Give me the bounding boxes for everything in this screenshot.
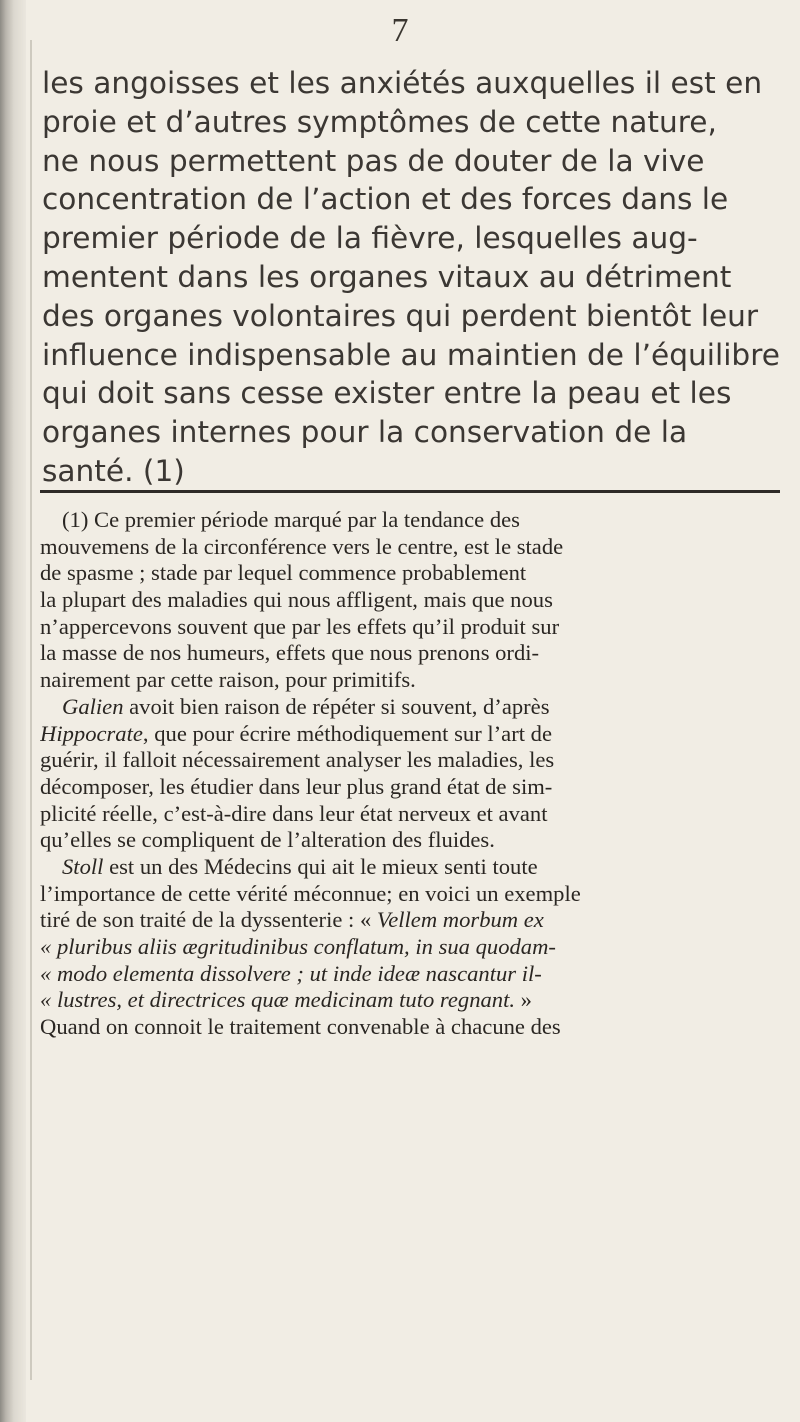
footnote-text-run: , que pour écrire méthodiquement sur l’art de: [142, 720, 552, 746]
footnote-line: [40, 801, 785, 828]
footnote-text-run: guérir, il falloit nécessairement analyser les maladies, les: [40, 747, 555, 773]
footnote-italic-run: « modo elementa dissolvere ; ut inde ideæ nascantur il-: [40, 960, 542, 986]
footnote-text-run: la plupart des maladies qui nous affligent, mais que nous: [40, 587, 553, 613]
footnote-text-run: Quand on connoit le traitement convenable à chacune des: [40, 1014, 561, 1040]
footnote-italic-run: « lustres, et directrices quæ medicinam tuto regnant.: [40, 987, 516, 1013]
footnote-italic-run: Hippocrate: [40, 720, 143, 746]
footnote-line: [40, 827, 785, 854]
footnote-line: [40, 774, 785, 801]
main-text-line: influence indispensable au maintien de l’équilibre: [42, 337, 780, 372]
footnote-italic-run: « pluribus aliis ægritudinibus conflatum, in sua quodam-: [40, 934, 556, 959]
footnote-line: [40, 507, 785, 534]
footnote: [40, 507, 785, 1041]
main-text-line: les angoisses et les anxiétés auxquelles il est en: [42, 66, 763, 100]
footnote-italic-run: Vellem morbum ex: [376, 907, 544, 933]
footnote-line: [40, 694, 785, 721]
footnote-text-run: décomposer, les étudier dans leur plus grand état de sim-: [40, 773, 553, 799]
footnote-line: [40, 907, 785, 934]
main-text-line: santé. (1): [42, 453, 185, 488]
main-text-line: proie et d’autres symptômes de cette nature,: [42, 104, 717, 139]
footnote-line: [40, 721, 785, 748]
main-text-line: qui doit sans cesse exister entre la peau et les: [42, 376, 732, 411]
footnote-line: [40, 747, 785, 774]
footnote-line: [40, 614, 785, 641]
footnote-text-run: avoit bien raison de répéter si souvent, d’après: [123, 693, 550, 719]
footnote-text-run: tiré de son traité de la dyssenterie : «: [40, 907, 377, 933]
footnote-line: [40, 1014, 785, 1041]
footnote-divider: [40, 490, 780, 493]
footnote-text-run: qu’elles se compliquent de l’alteration des fluides.: [40, 827, 495, 853]
main-text-line: mentent dans les organes vitaux au détriment: [42, 259, 732, 294]
footnote-text-run: (1) Ce premier période marqué par la tendance des: [62, 507, 520, 532]
main-text-line: des organes volontaires qui perdent bientôt leur: [42, 298, 759, 333]
footnote-text-run: est un des Médecins qui ait le mieux senti toute: [103, 853, 538, 879]
footnote-line: [40, 961, 785, 988]
footnote-line: [40, 640, 785, 667]
page-number: 7: [391, 12, 409, 49]
footnote-line: [40, 881, 785, 908]
main-text-line: concentration de l’action et des forces dans le: [42, 182, 729, 217]
main-text-line: ne nous permettent pas de douter de la vive: [42, 143, 705, 178]
footnote-text-run: »: [515, 987, 532, 1013]
binding-edge: [0, 0, 26, 1422]
footnote-italic-run: Stoll: [62, 853, 104, 879]
main-paragraph: [42, 64, 782, 491]
footnote-text-run: l’importance de cette vérité méconnue; en voici un exemple: [40, 880, 581, 906]
footnote-text-run: nairement par cette raison, pour primitifs.: [40, 667, 416, 693]
footnote-line: [40, 587, 785, 614]
footnote-line: [40, 934, 785, 961]
footnote-line: [40, 854, 785, 881]
footnote-italic-run: Galien: [62, 693, 124, 719]
footnote-line: [40, 667, 785, 694]
footnote-text-run: de spasme ; stade par lequel commence probablement: [40, 560, 527, 586]
main-text-line: premier période de la fièvre, lesquelles aug-: [42, 221, 698, 256]
main-text-line: organes internes pour la conservation de la: [42, 415, 688, 450]
footnote-line: [40, 560, 785, 587]
footnote-text-run: plicité réelle, c’est-à-dire dans leur état nerveux et avant: [40, 800, 548, 826]
footnote-line: [40, 987, 785, 1014]
binding-shadow: [30, 40, 32, 1380]
footnote-text-run: n’appercevons souvent que par les effets qu’il produit sur: [40, 613, 560, 639]
footnote-text-run: mouvemens de la circonférence vers le centre, est le stade: [40, 533, 564, 559]
footnote-text-run: la masse de nos humeurs, effets que nous prenons ordi-: [40, 640, 540, 666]
footnote-line: [40, 534, 785, 561]
